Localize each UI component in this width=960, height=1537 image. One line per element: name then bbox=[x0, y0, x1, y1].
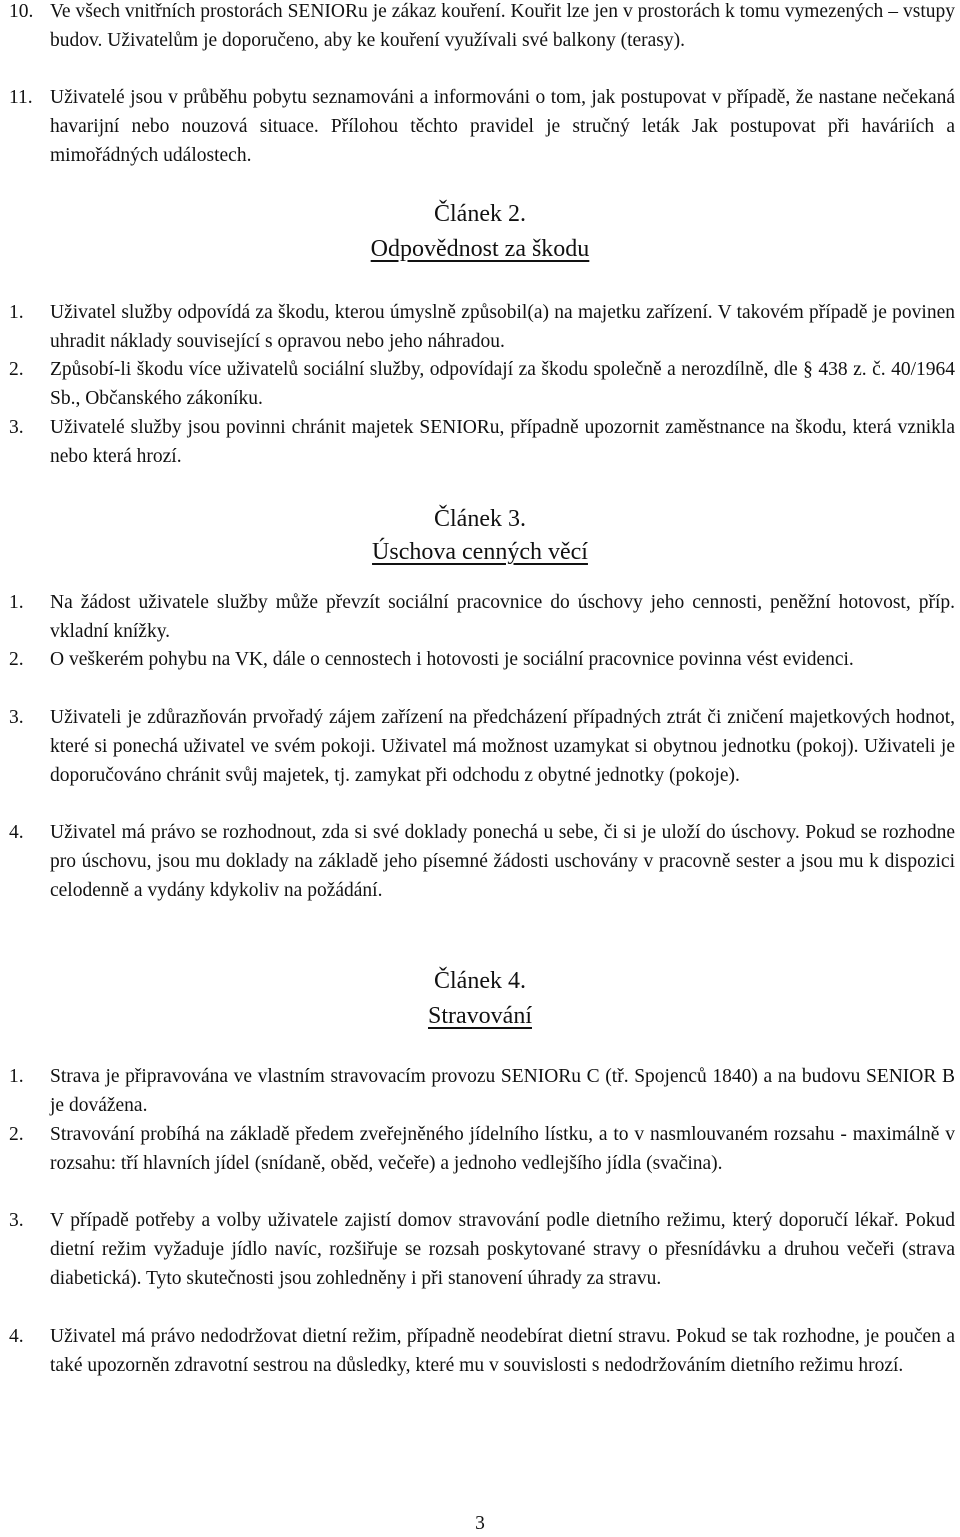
list-item-10 bbox=[9, 0, 955, 55]
article-4-title: Stravování bbox=[428, 1003, 532, 1029]
item-number: 1. bbox=[9, 1066, 24, 1087]
item-text: V případě potřeby a volby uživatele zajistí domov stravování podle dietního režimu, který doporučí lékař. Pokud dietní režim vyžaduje jídlo navíc, rozšiřuje se rozsah poskytované stravy o přesnídávku a druhou večeři (strava diabetická). Tyto skutečnosti jsou zohledněny i při stanovení úhrady za stravu. bbox=[50, 1210, 955, 1289]
item-text: Ve všech vnitřních prostorách SENIORu je zákaz kouření. Kouřit lze jen v prostorách k tomu vymezených – vstupy budov. Uživatelům je doporučeno, aby ke kouření využívali své balkony (terasy). bbox=[50, 1, 955, 51]
item-number: 3. bbox=[9, 1210, 24, 1231]
item-number: 2. bbox=[9, 1124, 24, 1145]
list-item-11 bbox=[9, 83, 955, 170]
item-number: 4. bbox=[9, 822, 24, 843]
item-text: Uživatel má právo nedodržovat dietní režim, případně neodebírat dietní stravu. Pokud se tak rozhodne, je poučen a také upozorněn zdravotní sestrou na důsledky, které mu v souvislosti s nedodržováním dietního režimu hrozí. bbox=[50, 1326, 955, 1376]
article-4-item-2 bbox=[9, 1120, 955, 1178]
item-number: 2. bbox=[9, 649, 24, 670]
item-number: 1. bbox=[9, 302, 24, 323]
item-number: 10. bbox=[9, 1, 34, 22]
item-text: Uživatelé služby jsou povinni chránit majetek SENIORu, případně upozornit zaměstnance na škodu, která vznikla nebo která hrozí. bbox=[50, 417, 955, 467]
article-4-item-3 bbox=[9, 1206, 955, 1293]
article-3-item-1 bbox=[9, 588, 955, 646]
item-number: 4. bbox=[9, 1326, 24, 1347]
article-3-item-4 bbox=[9, 818, 955, 905]
article-2-item-1 bbox=[9, 298, 955, 356]
item-text: Uživatelé jsou v průběhu pobytu seznamováni a informováni o tom, jak postupovat v případě, že nastane nečekaná havarijní nebo nouzová situace. Přílohou těchto pravidel je stručný leták Jak postupovat při haváriích a mimořádných událostech. bbox=[50, 87, 955, 166]
article-3-title: Úschova cenných věcí bbox=[372, 539, 588, 565]
article-3-item-2 bbox=[9, 645, 955, 674]
article-2-heading: Článek 2. bbox=[434, 201, 526, 227]
item-number: 3. bbox=[9, 707, 24, 728]
article-4-item-1 bbox=[9, 1062, 955, 1120]
item-text: Strava je připravována ve vlastním stravovacím provozu SENIORu C (tř. Spojenců 1840) a na budovu SENIOR B je dovážena. bbox=[50, 1066, 955, 1116]
article-2-item-2 bbox=[9, 355, 955, 413]
page-number: 3 bbox=[475, 1513, 485, 1534]
item-number: 3. bbox=[9, 417, 24, 438]
item-text: Stravování probíhá na základě předem zveřejněného jídelního lístku, a to v nasmlouvaném rozsahu - maximálně v rozsahu: tří hlavních jídel (snídaně, oběd, večeře) a jednoho vedlejšího jídla (svačina). bbox=[50, 1124, 955, 1174]
item-text: Uživateli je zdůrazňován prvořadý zájem zařízení na předcházení případných ztrát či zničení majetkových hodnot, které si ponechá uživatel ve svém pokoji. Uživatel má možnost uzamykat si obytnou jednotku (pokoj). Uživateli je doporučováno chránit svůj majetek, tj. zamykat při odchodu z obytné jednotky (pokoje). bbox=[50, 707, 955, 786]
article-4-heading: Článek 4. bbox=[434, 968, 526, 994]
article-2-title: Odpovědnost za škodu bbox=[370, 236, 590, 262]
article-4-item-4 bbox=[9, 1322, 955, 1380]
item-text: Způsobí-li škodu více uživatelů sociální služby, odpovídají za škodu společně a nerozdílně, dle § 438 z. č. 40/1964 Sb., Občanského zákoníku. bbox=[50, 359, 955, 409]
item-text: Uživatel služby odpovídá za škodu, kterou úmyslně způsobil(a) na majetku zařízení. V takovém případě je povinen uhradit náklady související s opravou nebo jeho náhradou. bbox=[50, 302, 955, 352]
item-number: 11. bbox=[9, 87, 33, 108]
item-number: 1. bbox=[9, 592, 24, 613]
item-text: O veškerém pohybu na VK, dále o cennostech i hotovosti je sociální pracovnice povinna vést evidenci. bbox=[50, 649, 854, 670]
article-3-heading: Článek 3. bbox=[434, 506, 526, 532]
article-2-item-3 bbox=[9, 413, 955, 471]
article-3-item-3 bbox=[9, 703, 955, 790]
item-number: 2. bbox=[9, 359, 24, 380]
item-text: Na žádost uživatele služby může převzít sociální pracovnice do úschovy jeho cennosti, peněžní hotovost, příp. vkladní knížky. bbox=[50, 592, 955, 642]
item-text: Uživatel má právo se rozhodnout, zda si své doklady ponechá u sebe, či si je uloží do úschovy. Pokud se rozhodne pro úschovu, jsou mu doklady na základě jeho písemné žádosti uschovány v pracovně sester a jsou mu k dispozici celodenně a vydány kdykoliv na požádání. bbox=[50, 822, 955, 901]
